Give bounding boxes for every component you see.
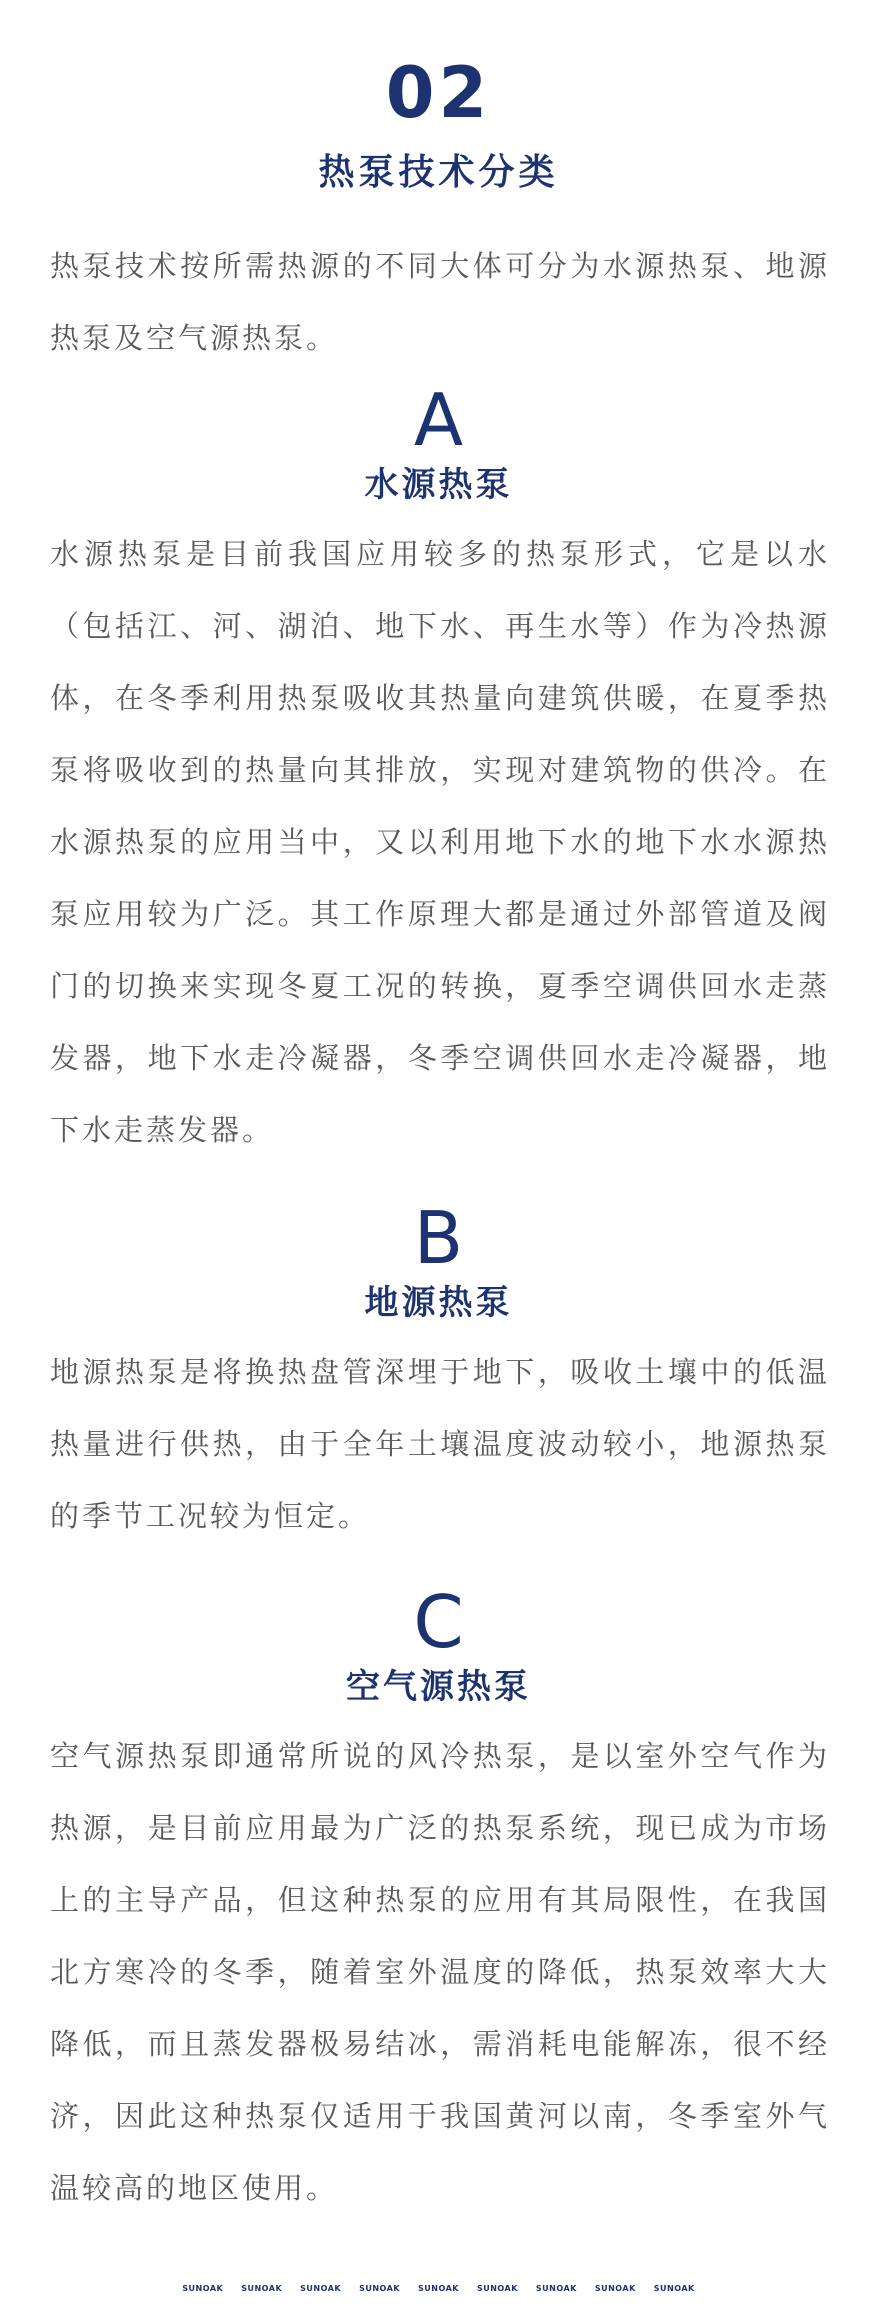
section-c-paragraph: 空气源热泵即通常所说的风冷热泵，是以室外空气作为热源，是目前应用最为广泛的热泵系统，现已成为市场上的主导产品，但这种热泵的应用有其局限性，在我国北方寒冷的冬季，随着室外温度的降低，热泵效率大大降低，而且蒸发器极易结冰，需消耗电能解冻，很不经济，因此这种热泵仅适用于我国黄河以南，冬季室外气温较高的地区使用。 <box>50 1739 830 2205</box>
section-a-title: 水源热泵 <box>364 465 513 505</box>
footer-logo: SUNOAK <box>653 2284 695 2293</box>
section-number: 02 <box>385 52 492 134</box>
intro-paragraph: 热泵技术按所需热源的不同大体可分为水源热泵、地源热泵及空气源热泵。 <box>50 249 830 355</box>
section-b-title: 地源热泵 <box>364 1283 513 1323</box>
section-a-letter: A <box>413 378 464 462</box>
section-b-paragraph: 地源热泵是将换热盘管深埋于地下，吸收土壤中的低温热量进行供热，由于全年土壤温度波动较小，地源热泵的季节工况较为恒定。 <box>50 1355 830 1533</box>
footer-logo: SUNOAK <box>476 2284 518 2293</box>
section-title: 热泵技术分类 <box>318 152 559 193</box>
footer-logo: SUNOAK <box>300 2284 342 2293</box>
section-c-letter: C <box>413 1580 464 1664</box>
footer-logo: SUNOAK <box>182 2284 224 2293</box>
footer-logo: SUNOAK <box>241 2284 283 2293</box>
footer-logo: SUNOAK <box>535 2284 577 2293</box>
section-c-title: 空气源热泵 <box>346 1667 531 1707</box>
section-b-letter: B <box>413 1196 464 1280</box>
footer-logo: SUNOAK <box>359 2284 401 2293</box>
footer-logo: SUNOAK <box>594 2284 636 2293</box>
footer-logo: SUNOAK <box>418 2284 459 2293</box>
section-a-paragraph: 水源热泵是目前我国应用较多的热泵形式，它是以水（包括江、河、湖泊、地下水、再生水等）作为冷热源体，在冬季利用热泵吸收其热量向建筑供暖，在夏季热泵将吸收到的热量向其排放，实现对建筑物的供冷。在水源热泵的应用当中，又以利用地下水的地下水水源热泵应用较为广泛。其工作原理大都是通过外部管道及阀门的切换来实现冬夏工况的转换，夏季空调供回水走蒸发器，地下水走冷凝器，冬季空调供回水走冷凝器，地下水走蒸发器。 <box>50 537 830 1147</box>
footer-logo-strip <box>0 2284 877 2293</box>
